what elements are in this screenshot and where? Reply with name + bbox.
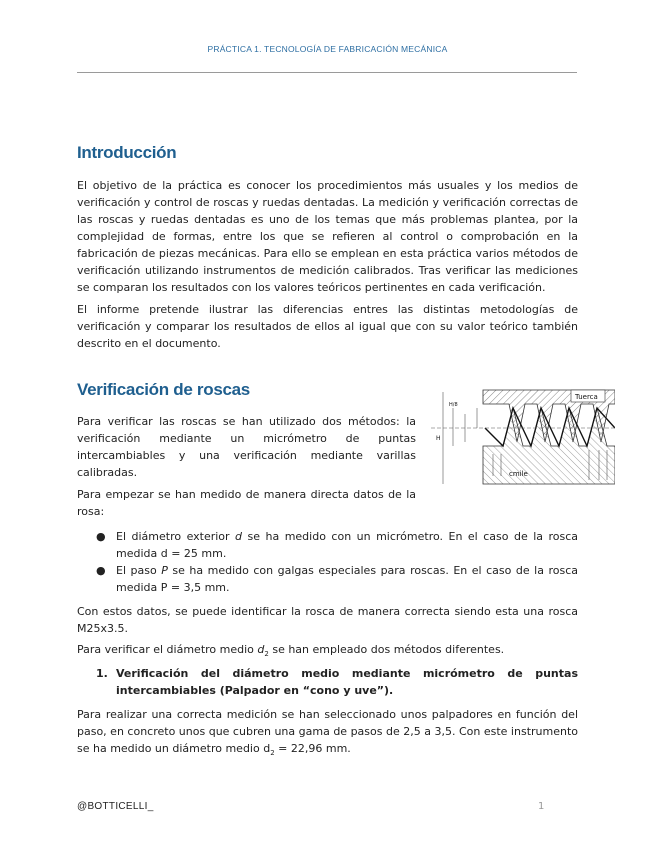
bullet-text: [116, 562, 578, 596]
footer-page-number: 1: [538, 801, 545, 812]
numbered-label: 1.: [96, 667, 108, 680]
bullet-item-paso: [96, 562, 578, 596]
bullet-text-post: se ha medido con un micrómetro. En el caso de la rosca medida d = 25 mm.: [116, 530, 579, 560]
numbered-item-1: [96, 665, 578, 699]
running-header: PRÁCTICA 1. TECNOLOGÍA DE FABRICACIÓN MECÁNICA: [207, 44, 448, 54]
cmille-label: cmile: [509, 470, 528, 478]
intro-heading: Introducción: [77, 143, 177, 162]
subscript-2: 2: [270, 749, 275, 758]
numbered-text: Verificación del diámetro medio mediante micrómetro de puntas intercambiables (Palpador en “cono y uve”).: [116, 667, 578, 697]
intro-paragraph-1: El objetivo de la práctica es conocer los procedimientos más usuales y los medios de verificación y control de roscas y ruedas dentadas. La medición y verificación correctas de las roscas y ruedas dentadas es uno de los temas que más problemas plantea, por la complejidad de formas, entre los que se refieren al control o comprobación en la fabricación de piezas mecánicas. Para ello se emplean en esta práctica varios métodos de verificación utilizando instrumentos de medición calibrados. Tras verificar las mediciones se comparan los resultados con los valores teóricos pertinentes en cada verificación.: [77, 179, 578, 294]
bullet-text-pre: El paso: [116, 564, 162, 577]
h8-label: H/8: [449, 402, 458, 408]
bullet-text: [116, 528, 578, 562]
bullet-text-post: se ha medido con galgas especiales para roscas. En el caso de la rosca medida P = 3,5 mm.: [116, 564, 578, 594]
header-rule: [77, 72, 577, 73]
p5-pre: Para realizar una correcta medición se han seleccionado unos palpadores en función del paso, en concreto unos que cubren una gama de pasos de 2,5 a 3,5. Con este instrumento se ha medido un diámetro medio d: [77, 708, 578, 755]
variable-p: P: [161, 564, 168, 577]
subscript-2: 2: [264, 650, 269, 659]
p5-post: = 22,96 mm.: [274, 742, 351, 755]
bullet-marker: ●: [96, 530, 106, 543]
variable-d: d: [235, 530, 243, 543]
p4-pre: Para verificar el diámetro medio: [77, 643, 258, 656]
h-label: H: [436, 435, 441, 442]
roscas-heading: Verificación de roscas: [77, 380, 250, 399]
roscas-paragraph-1: Para verificar las roscas se han utilizado dos métodos: la verificación mediante un micrómetro de puntas intercambiables y una verificación mediante varillas calibradas.: [77, 415, 416, 479]
variable-d2: d: [257, 643, 265, 656]
roscas-paragraph-3: Con estos datos, se puede identificar la rosca de manera correcta siendo esta una rosca M25x3.5.: [77, 605, 578, 635]
p4-post: se han empleado dos métodos diferentes.: [268, 643, 505, 656]
thread-profile-diagram: [431, 384, 615, 494]
bullet-item-diametro: [96, 528, 578, 562]
footer-author: @BOTTICELLI_: [77, 801, 154, 812]
bullet-marker: ●: [96, 564, 106, 577]
tuerca-label: Tuerca: [575, 393, 598, 401]
roscas-paragraph-4: [77, 641, 578, 658]
roscas-paragraph-2: Para empezar se han medido de manera directa datos de la rosa:: [77, 488, 416, 518]
bullet-text-pre: El diámetro exterior: [116, 530, 236, 543]
intro-paragraph-2: El informe pretende ilustrar las diferencias entres las distintas metodologías de verificación y comparar los resultados de ellos al igual que con su valor teórico también descrito en el documento.: [77, 303, 578, 350]
roscas-paragraph-5: [77, 706, 578, 757]
